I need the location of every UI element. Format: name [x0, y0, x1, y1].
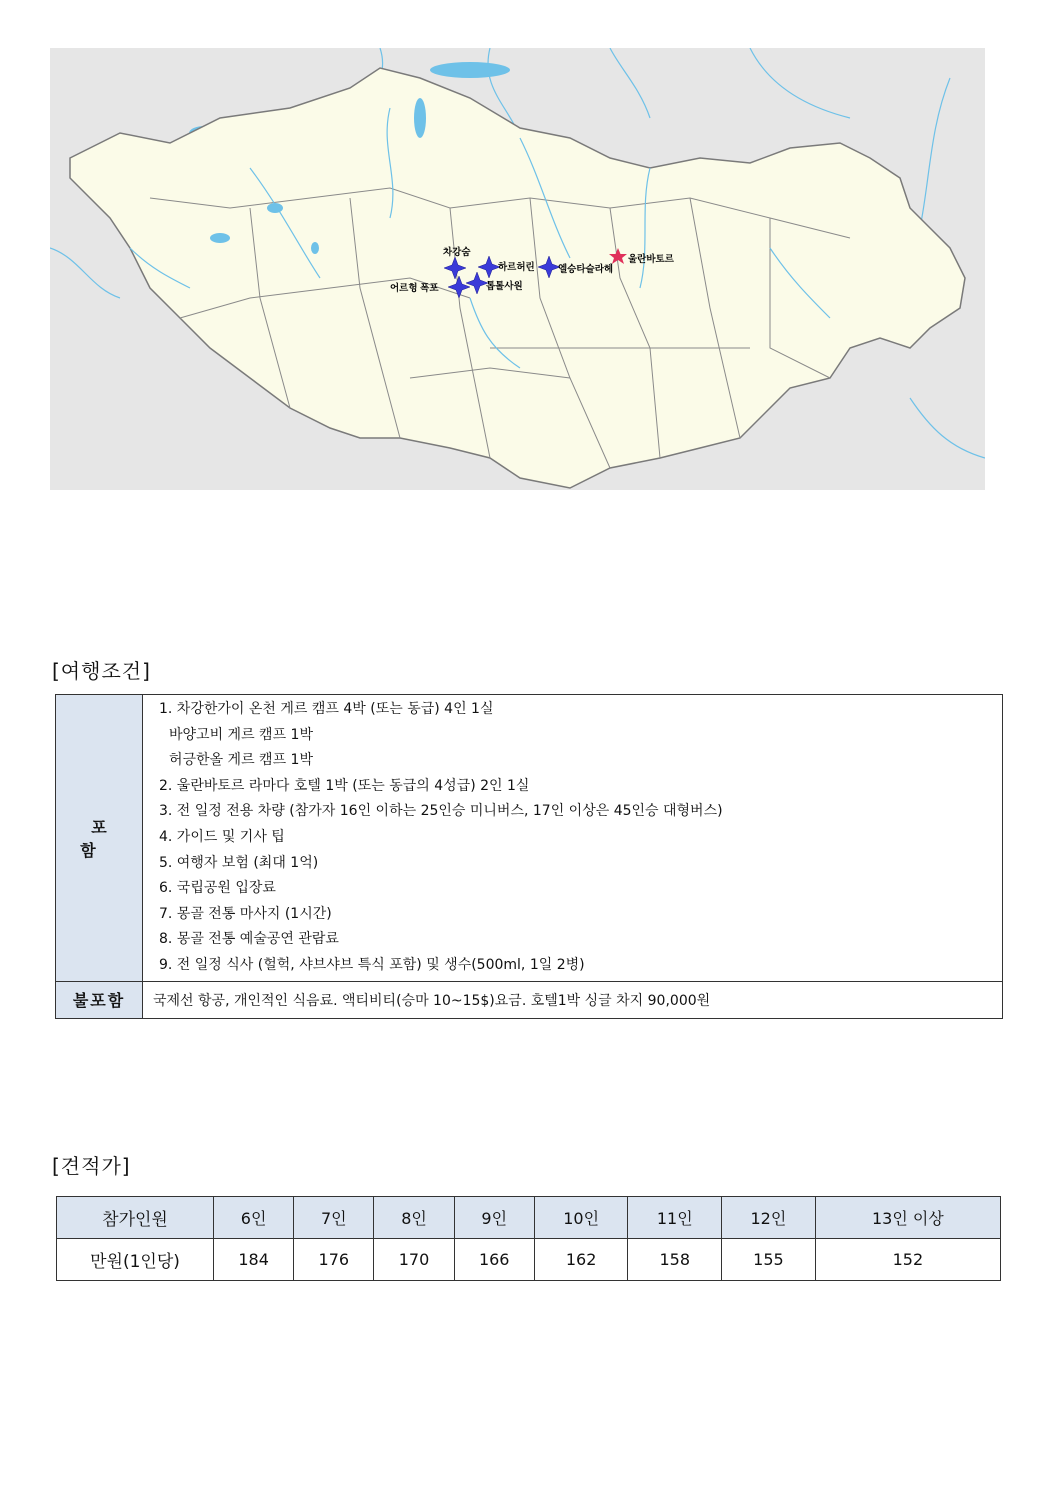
included-item: 1. 차강한가이 온천 게르 캠프 4박 (또는 동급) 4인 1실 — [159, 701, 494, 717]
header-cell: 9인 — [454, 1197, 534, 1239]
quote-price-row — [57, 1239, 1001, 1281]
price-cell: 170 — [374, 1239, 454, 1281]
header-cell: 12인 — [722, 1197, 816, 1239]
header-label: 참가인원 — [57, 1197, 214, 1239]
mongolia-map — [50, 48, 985, 490]
included-item: 바양고비 게르 캠프 1박 — [169, 726, 313, 743]
price-cell: 155 — [722, 1239, 816, 1281]
price-cell: 176 — [294, 1239, 374, 1281]
quote-table — [56, 1196, 1001, 1281]
conditions-title: [여행조건] — [52, 659, 151, 683]
header-cell: 6인 — [214, 1197, 294, 1239]
label-tovkhon: 톱톨사원 — [486, 281, 523, 292]
header-cell: 8인 — [374, 1197, 454, 1239]
header-cell: 13인 이상 — [815, 1197, 1000, 1239]
header-cell: 11인 — [628, 1197, 722, 1239]
included-list — [143, 695, 1002, 981]
included-item: 2. 울란바토르 라마다 호텔 1박 (또는 동급의 4성급) 2인 1실 — [159, 777, 530, 794]
included-item: 9. 전 일정 식사 (헐헉, 샤브샤브 특식 포함) 및 생수(500ml, 1일 2병) — [159, 956, 585, 973]
conditions-table — [55, 694, 1003, 1019]
included-item: 허긍한올 게르 캠프 1박 — [169, 752, 313, 769]
row-label: 만원(1인당) — [57, 1239, 214, 1281]
header-cell: 10인 — [534, 1197, 628, 1239]
price-cell: 184 — [214, 1239, 294, 1281]
label-elsen-tasarkhai: 엘승타슬라헤 — [558, 264, 614, 275]
included-item: 4. 가이드 및 기사 팁 — [159, 828, 285, 845]
excluded-text: 국제선 항공, 개인적인 식음료. 액티비티(승마 10~15$)요금. 호텔1박 싱글 차지 90,000원 — [143, 981, 1003, 1018]
label-chagansum: 차강숨 — [443, 247, 471, 258]
price-cell: 162 — [534, 1239, 628, 1281]
included-item: 7. 몽골 전통 마사지 (1시간) — [159, 905, 332, 922]
quote-title: [견적가] — [52, 1154, 131, 1178]
label-ulaanbaatar: 울란바토르 — [628, 254, 674, 265]
included-item: 3. 전 일정 전용 차량 (참가자 16인 이하는 25인승 미니버스, 17인 이상은 45인승 대형버스) — [159, 803, 723, 820]
label-harhorin: 하르허린 — [498, 262, 535, 273]
label-orkhon-falls: 어르헝 폭포 — [390, 283, 439, 294]
header-cell: 7인 — [294, 1197, 374, 1239]
price-cell: 152 — [815, 1239, 1000, 1281]
included-item: 6. 국립공원 입장료 — [159, 880, 276, 897]
quote-header-row — [57, 1197, 1001, 1239]
included-list-cell — [143, 695, 1003, 982]
excluded-label: 불포함 — [56, 981, 143, 1018]
price-cell: 158 — [628, 1239, 722, 1281]
included-item: 5. 여행자 보험 (최대 1억) — [159, 854, 319, 871]
included-label: 포 함 — [80, 817, 129, 860]
price-cell: 166 — [454, 1239, 534, 1281]
included-label-cell — [56, 695, 143, 982]
included-item: 8. 몽골 전통 예술공연 관람료 — [159, 931, 339, 948]
